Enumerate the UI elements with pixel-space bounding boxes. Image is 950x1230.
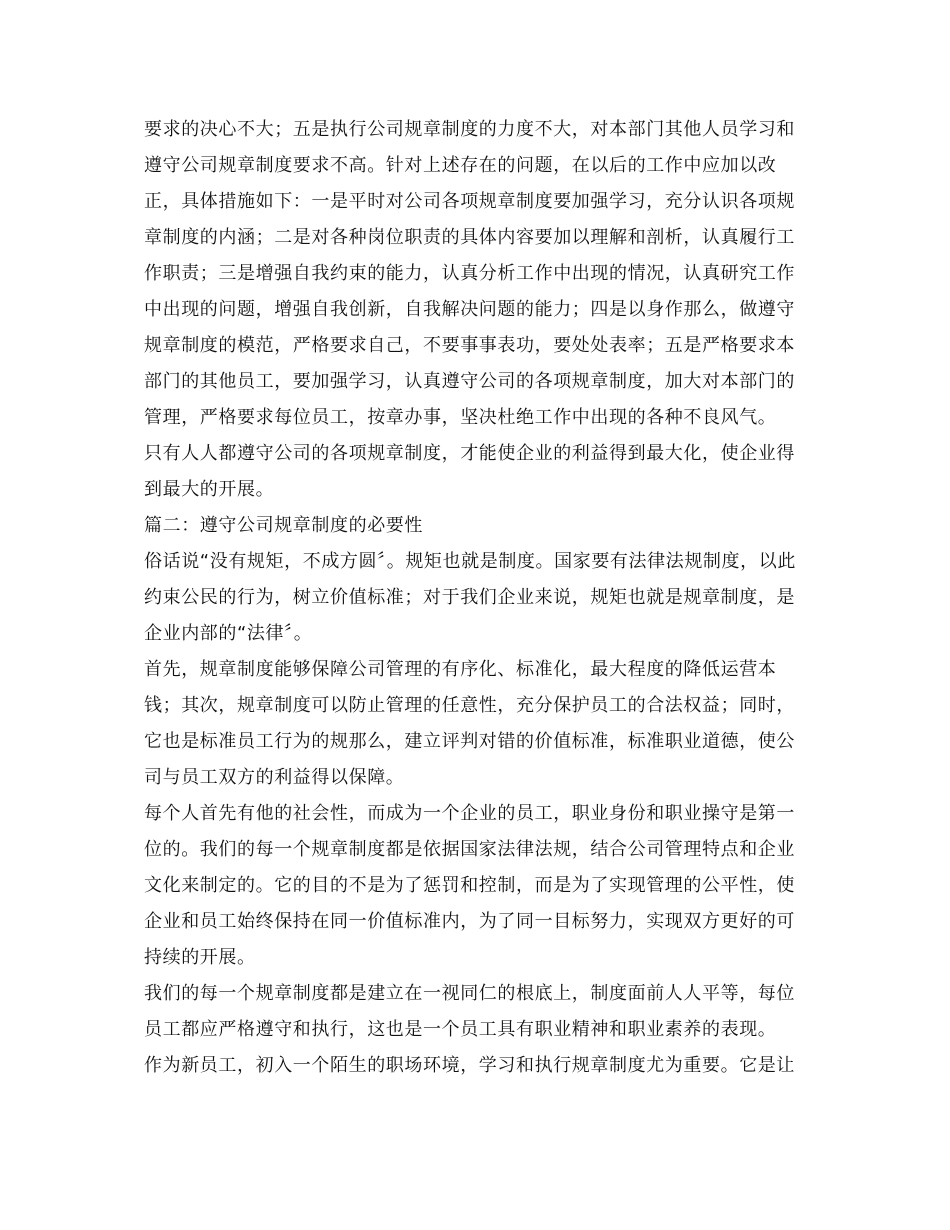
text-line: 作为新员工，初入一个陌生的职场环境，学习和执行规章制度尤为重要。它是让: [144, 1055, 795, 1076]
text-line: 位的。我们的每一个规章制度都是依据国家法律法规，结合公司管理特点和企业: [144, 839, 795, 860]
section-heading: 篇二：遵守公司规章制度的必要性: [144, 515, 423, 536]
text-line: 首先，规章制度能够保障公司管理的有序化、标准化，最大程度的降低运营本: [144, 659, 777, 680]
text-line: 企业内部的“法律〞。: [144, 623, 313, 644]
text-line: 只有人人都遵守公司的各项规章制度，才能使企业的利益得到最大化，使企业得: [144, 443, 795, 464]
text-line: 部门的其他员工，要加强学习，认真遵守公司的各项规章制度，加大对本部门的: [144, 371, 795, 392]
text-line: 每个人首先有他的社会性，而成为一个企业的员工，职业身份和职业操守是第一: [144, 803, 795, 824]
text-line: 章制度的内涵；二是对各种岗位职责的具体内容要加以理解和剖析，认真履行工: [144, 227, 795, 248]
text-line: 文化来制定的。它的目的不是为了惩罚和控制，而是为了实现管理的公平性，使: [144, 875, 795, 896]
text-line: 中出现的问题，增强自我创新，自我解决问题的能力；四是以身作那么，做遵守: [144, 299, 795, 320]
text-line: 企业和员工始终保持在同一价值标准内，为了同一目标努力，实现双方更好的可: [144, 911, 795, 932]
text-line: 员工都应严格遵守和执行，这也是一个员工具有职业精神和职业素养的表现。: [144, 1019, 777, 1040]
text-line: 钱；其次，规章制度可以防止管理的任意性，充分保护员工的合法权益；同时，: [144, 695, 795, 716]
text-line: 持续的开展。: [144, 947, 256, 968]
text-line: 要求的决心不大；五是执行公司规章制度的力度不大，对本部门其他人员学习和: [144, 119, 795, 140]
text-line: 俗话说“没有规矩，不成方圆〞。规矩也就是制度。国家要有法律法规制度，以此: [144, 551, 796, 572]
text-line: 正，具体措施如下：一是平时对公司各项规章制度要加强学习，充分认识各项规: [144, 191, 795, 212]
text-line: 规章制度的模范，严格要求自己，不要事事表功，要处处表率；五是严格要求本: [144, 335, 795, 356]
text-line: 我们的每一个规章制度都是建立在一视同仁的根底上，制度面前人人平等，每位: [144, 983, 795, 1004]
text-line: 约束公民的行为，树立价值标准；对于我们企业来说，规矩也就是规章制度，是: [144, 587, 795, 608]
text-line: 管理，严格要求每位员工，按章办事，坚决杜绝工作中出现的各种不良风气。: [144, 407, 777, 428]
text-line: 它也是标准员工行为的规那么，建立评判对错的价值标准，标准职业道德，使公: [144, 731, 795, 752]
text-line: 作职责；三是增强自我约束的能力，认真分析工作中出现的情况，认真研究工作: [144, 263, 795, 284]
text-line: 遵守公司规章制度要求不高。针对上述存在的问题，在以后的工作中应加以改: [144, 155, 777, 176]
text-line: 司与员工双方的利益得以保障。: [144, 767, 405, 788]
text-line: 到最大的开展。: [144, 479, 275, 500]
